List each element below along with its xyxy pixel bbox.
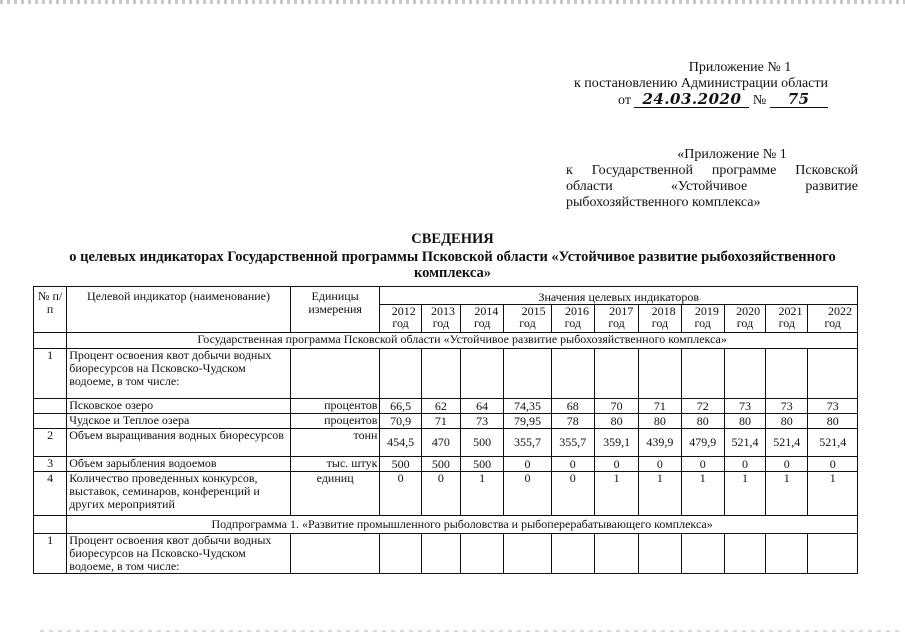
section-row — [34, 333, 858, 349]
header-year-suffix: год — [564, 316, 581, 330]
table-row — [34, 414, 858, 429]
header-year-value: 2014 — [474, 304, 499, 318]
header-year-suffix: год — [778, 316, 795, 330]
table-row — [34, 349, 858, 399]
header-year — [808, 305, 858, 333]
row-value: 0 — [421, 472, 460, 516]
header-year — [380, 305, 421, 333]
row-value: 0 — [551, 472, 594, 516]
row-value — [461, 349, 504, 399]
row-number: 1 — [34, 349, 67, 399]
row-unit — [290, 349, 380, 399]
row-value: 80 — [639, 414, 681, 429]
header-year — [681, 305, 724, 333]
header-year-suffix: год — [392, 316, 409, 330]
header-year-value: 2013 — [431, 304, 456, 318]
from-label: от — [618, 93, 631, 108]
row-value: 0 — [551, 457, 594, 472]
table-row — [34, 534, 858, 574]
header-unit: Единицы измерения — [290, 287, 380, 333]
scan-edge-top — [0, 0, 905, 4]
header-year-value: 2016 — [564, 304, 589, 318]
table-row — [34, 472, 858, 516]
header-year-suffix: год — [608, 316, 625, 330]
header-year-value: 2021 — [778, 304, 803, 318]
row-value: 0 — [766, 457, 808, 472]
row-value — [594, 349, 638, 399]
row-value — [421, 349, 460, 399]
row-value: 1 — [808, 472, 858, 516]
row-value — [808, 349, 858, 399]
row-value: 0 — [639, 457, 681, 472]
row-value: 470 — [421, 429, 460, 457]
row-value — [639, 349, 681, 399]
table-row — [34, 429, 858, 457]
row-value: 80 — [766, 414, 808, 429]
header-year — [461, 305, 504, 333]
header-year-suffix: год — [519, 316, 536, 330]
row-value: 68 — [551, 399, 594, 414]
row-value: 73 — [808, 399, 858, 414]
row-unit: тыс. штук — [290, 457, 380, 472]
row-value — [551, 349, 594, 399]
header-year-suffix: год — [473, 316, 491, 330]
row-value — [808, 534, 858, 574]
row-value — [766, 349, 808, 399]
header-year-suffix: год — [824, 316, 841, 330]
row-value: 74,35 — [504, 399, 551, 414]
row-value — [421, 534, 460, 574]
indicators-table — [33, 286, 858, 574]
header-num: № п/п — [34, 287, 67, 333]
row-value: 479,9 — [681, 429, 724, 457]
table-row — [34, 457, 858, 472]
row-value: 359,1 — [594, 429, 638, 457]
subprogram-rows — [34, 534, 858, 574]
row-indicator-name: Процент освоения квот добычи водных биоресурсов на Псковско-Чудском водоеме, в том числе: — [67, 534, 291, 574]
row-value: 439,9 — [639, 429, 681, 457]
header-year-value: 2019 — [694, 304, 719, 318]
row-value: 1 — [639, 472, 681, 516]
header-year-value: 2017 — [609, 304, 634, 318]
section-subprogram-title: Подпрограмма 1. «Развитие промышленного рыболовства и рыбоперерабатывающего комплекса» — [67, 516, 858, 534]
row-value: 1 — [766, 472, 808, 516]
row-value: 80 — [724, 414, 765, 429]
row-value: 521,4 — [808, 429, 858, 457]
program-appendix-ref: к Государственной программе Псковской области «Устойчивое развитие рыбохозяйственного комплекса» — [566, 163, 858, 210]
row-number: 1 — [34, 534, 67, 574]
row-value: 0 — [808, 457, 858, 472]
row-value: 70 — [594, 399, 638, 414]
header-year — [766, 305, 808, 333]
table-header-row — [34, 287, 858, 305]
row-value — [639, 534, 681, 574]
header-year — [551, 305, 594, 333]
header-year — [724, 305, 765, 333]
row-indicator-name: Количество проведенных конкурсов, выставок, семинаров, конференций и других мероприятий — [67, 472, 291, 516]
row-value: 71 — [639, 399, 681, 414]
row-indicator-name: Процент освоения квот добычи водных биоресурсов на Псковско-Чудском водоеме, в том числе: — [67, 349, 291, 399]
row-indicator-name: Объем выращивания водных биоресурсов — [67, 429, 291, 457]
row-value: 500 — [421, 457, 460, 472]
row-value: 70,9 — [380, 414, 421, 429]
appendix-title: Приложение № 1 — [688, 60, 792, 75]
row-value: 66,5 — [380, 399, 421, 414]
row-value — [681, 534, 724, 574]
header-year-suffix: год — [651, 316, 669, 330]
row-value: 0 — [594, 457, 638, 472]
row-value: 500 — [461, 429, 504, 457]
number-label: № — [752, 93, 767, 108]
row-value — [724, 349, 765, 399]
header-indicator-name: Целевой индикатор (наименование) — [67, 287, 291, 333]
header-year-value: 2015 — [521, 304, 546, 318]
handwritten-date: 24.03.2020 — [634, 92, 749, 108]
row-value: 80 — [808, 414, 858, 429]
row-value — [766, 534, 808, 574]
table-row — [34, 399, 858, 414]
scan-edge-bottom — [40, 630, 900, 632]
appendix-resolution-block — [560, 60, 860, 109]
row-value — [380, 534, 421, 574]
appendix-date-line — [560, 92, 860, 109]
row-value: 1 — [594, 472, 638, 516]
row-number: 4 — [34, 472, 67, 516]
row-value: 355,7 — [504, 429, 551, 457]
row-value — [724, 534, 765, 574]
header-year-suffix: год — [694, 316, 711, 330]
header-year-suffix: год — [432, 316, 450, 330]
row-indicator-name: Чудское и Теплое озера — [67, 414, 291, 429]
row-value: 0 — [724, 457, 765, 472]
row-value: 72 — [681, 399, 724, 414]
header-year-value: 2020 — [736, 304, 761, 318]
document-subtitle-cont: комплекса» — [413, 265, 492, 281]
appendix-program-block — [566, 147, 858, 211]
header-year — [504, 305, 551, 333]
row-value: 71 — [421, 414, 460, 429]
row-value: 454,5 — [380, 429, 421, 457]
section-row — [34, 516, 858, 534]
row-value — [461, 534, 504, 574]
row-value: 73 — [724, 399, 765, 414]
row-unit: единиц — [290, 472, 380, 516]
row-value: 78 — [551, 414, 594, 429]
row-value — [551, 534, 594, 574]
row-value: 1 — [681, 472, 724, 516]
header-values-group: Значения целевых индикаторов — [380, 287, 858, 305]
row-value: 0 — [504, 472, 551, 516]
row-unit: процентов — [290, 399, 380, 414]
header-year-value: 2018 — [651, 304, 676, 318]
section-program-title: Государственная программа Псковской области «Устойчивое развитие рыбохозяйственного комплекса» — [67, 333, 858, 349]
header-year — [639, 305, 681, 333]
document-subtitle: о целевых индикаторах Государственной программы Псковской области «Устойчивое развитие рыбохозяйственного — [69, 249, 836, 265]
row-value: 521,4 — [724, 429, 765, 457]
row-value — [681, 349, 724, 399]
row-value: 500 — [380, 457, 421, 472]
header-year-value: 2012 — [391, 304, 416, 318]
header-year — [421, 305, 460, 333]
row-number: 2 — [34, 429, 67, 457]
program-appendix-title: «Приложение № 1 — [677, 147, 787, 162]
row-value: 521,4 — [766, 429, 808, 457]
row-number — [34, 414, 67, 429]
row-value — [380, 349, 421, 399]
handwritten-number: 75 — [770, 92, 828, 108]
row-value: 73 — [766, 399, 808, 414]
row-unit: тонн — [290, 429, 380, 457]
document-title: СВЕДЕНИЯ — [411, 231, 494, 247]
program-rows — [34, 349, 858, 516]
row-unit: процентов — [290, 414, 380, 429]
header-year — [594, 305, 638, 333]
row-value — [594, 534, 638, 574]
row-value — [504, 349, 551, 399]
row-value — [504, 534, 551, 574]
row-value: 1 — [724, 472, 765, 516]
row-value: 62 — [421, 399, 460, 414]
row-number — [34, 399, 67, 414]
row-value: 80 — [594, 414, 638, 429]
appendix-resolution-ref: к постановлению Администрации области — [574, 76, 828, 91]
row-number: 3 — [34, 457, 67, 472]
row-value: 80 — [681, 414, 724, 429]
row-value: 500 — [461, 457, 504, 472]
header-year-value: 2022 — [828, 304, 852, 318]
header-year-suffix: год — [736, 316, 754, 330]
row-value: 0 — [504, 457, 551, 472]
row-value: 79,95 — [504, 414, 551, 429]
row-value: 0 — [380, 472, 421, 516]
row-value: 64 — [461, 399, 504, 414]
row-value: 355,7 — [551, 429, 594, 457]
row-value: 73 — [461, 414, 504, 429]
row-indicator-name: Объем зарыбления водоемов — [67, 457, 291, 472]
row-unit — [290, 534, 380, 574]
row-value: 0 — [681, 457, 724, 472]
row-value: 1 — [461, 472, 504, 516]
row-indicator-name: Псковское озеро — [67, 399, 291, 414]
